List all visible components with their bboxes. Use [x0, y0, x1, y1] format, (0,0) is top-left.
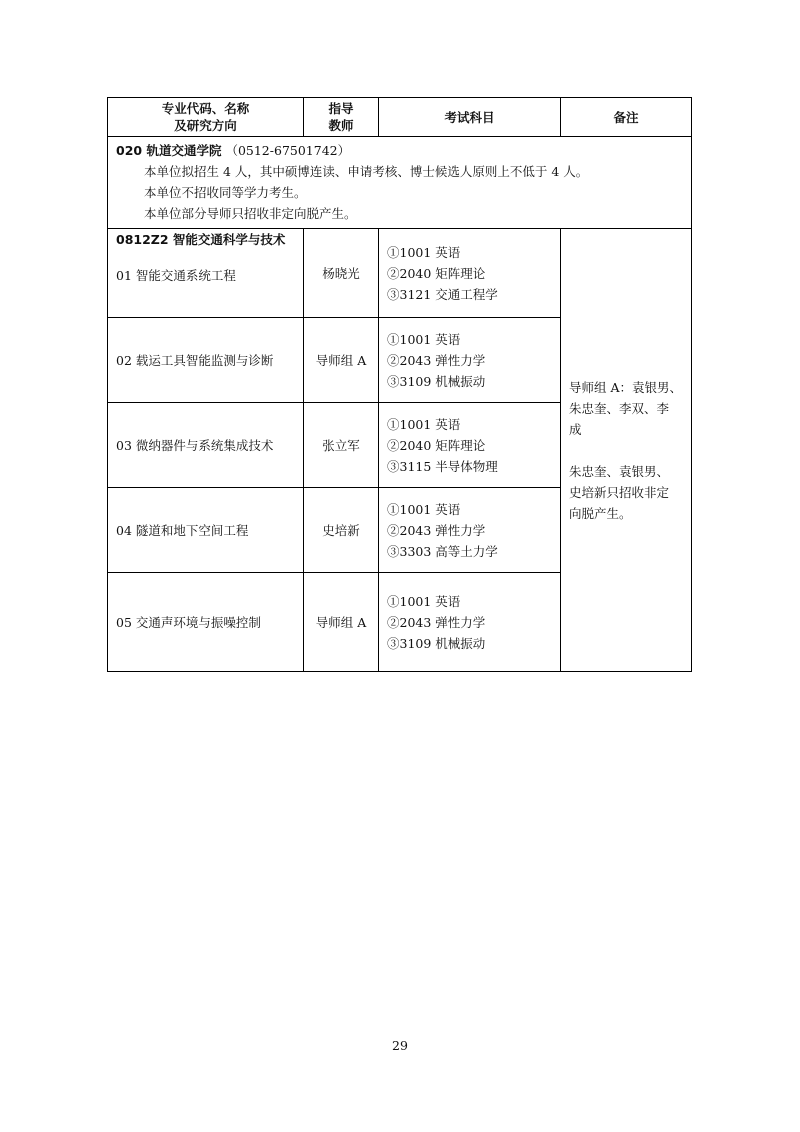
exam-subjects	[379, 403, 561, 488]
table-header-row	[108, 98, 692, 137]
remark-line: 朱忠奎、袁银男、	[569, 463, 670, 479]
exam-subject: ②2043 弹性力学	[387, 522, 486, 538]
direction-name: 01 智能交通系统工程	[116, 268, 236, 283]
header-major-direction	[108, 98, 304, 137]
remark-spacer	[569, 440, 683, 461]
school-phone: （0512-67501742）	[225, 143, 351, 158]
direction-name: 02 载运工具智能监测与诊断	[108, 318, 304, 403]
teacher-name: 导师组 A	[304, 573, 379, 672]
remark-line: 朱忠奎、李双、李	[569, 400, 670, 416]
exam-subjects	[379, 488, 561, 573]
teacher-name: 张立军	[304, 403, 379, 488]
remark-line: 导师组 A：袁银男、	[569, 379, 683, 395]
exam-subject: ③3303 高等土力学	[387, 543, 498, 559]
exam-subject: ①1001 英语	[387, 593, 461, 609]
header-exam-subjects: 考试科目	[379, 98, 561, 137]
teacher-name: 导师组 A	[304, 318, 379, 403]
remarks-cell	[561, 229, 692, 672]
header-teacher	[304, 98, 379, 137]
school-note: 本单位部分导师只招收非定向脱产生。	[144, 206, 357, 221]
major-code-name: 0812Z2 智能交通科学与技术	[116, 232, 286, 247]
direction-name: 03 微纳器件与系统集成技术	[108, 403, 304, 488]
remark-line: 向脱产生。	[569, 505, 632, 521]
exam-subject: ②2043 弹性力学	[387, 352, 486, 368]
exam-subject: ①1001 英语	[387, 331, 461, 347]
direction-name: 05 交通声环境与振噪控制	[108, 573, 304, 672]
teacher-name: 史培新	[304, 488, 379, 573]
header-major-line1: 专业代码、名称	[161, 101, 250, 116]
header-remarks: 备注	[561, 98, 692, 137]
direction-name: 04 隧道和地下空间工程	[108, 488, 304, 573]
header-teacher-line1: 指导	[328, 101, 354, 116]
exam-subject: ①1001 英语	[387, 416, 461, 432]
exam-subjects	[379, 229, 561, 318]
header-teacher-line2: 教师	[328, 118, 354, 133]
school-note: 本单位不招收同等学力考生。	[144, 185, 307, 200]
admissions-table	[107, 97, 692, 672]
school-note: 本单位拟招生 4 人，其中硕博连读、申请考核、博士候选人原则上不低于 4 人。	[144, 164, 589, 179]
direction-cell	[108, 229, 304, 318]
header-major-line2: 及研究方向	[174, 118, 237, 133]
exam-subjects	[379, 318, 561, 403]
exam-subject: ②2043 弹性力学	[387, 614, 486, 630]
exam-subject: ③3109 机械振动	[387, 635, 486, 651]
exam-subjects	[379, 573, 561, 672]
exam-subject: ②2040 矩阵理论	[387, 265, 486, 281]
direction-row	[108, 229, 692, 318]
exam-subject: ②2040 矩阵理论	[387, 437, 486, 453]
school-heading	[116, 140, 683, 161]
exam-subject: ③3121 交通工程学	[387, 286, 498, 302]
school-info-cell	[108, 137, 692, 229]
page-number: 29	[392, 1038, 408, 1053]
exam-subject: ①1001 英语	[387, 244, 461, 260]
school-code-name: 020 轨道交通学院	[116, 143, 222, 158]
exam-subject: ①1001 英语	[387, 501, 461, 517]
remark-line: 成	[569, 421, 582, 437]
school-row	[108, 137, 692, 229]
teacher-name: 杨晓光	[304, 229, 379, 318]
exam-subject: ③3115 半导体物理	[387, 458, 498, 474]
exam-subject: ③3109 机械振动	[387, 373, 486, 389]
remark-line: 史培新只招收非定	[569, 484, 670, 500]
